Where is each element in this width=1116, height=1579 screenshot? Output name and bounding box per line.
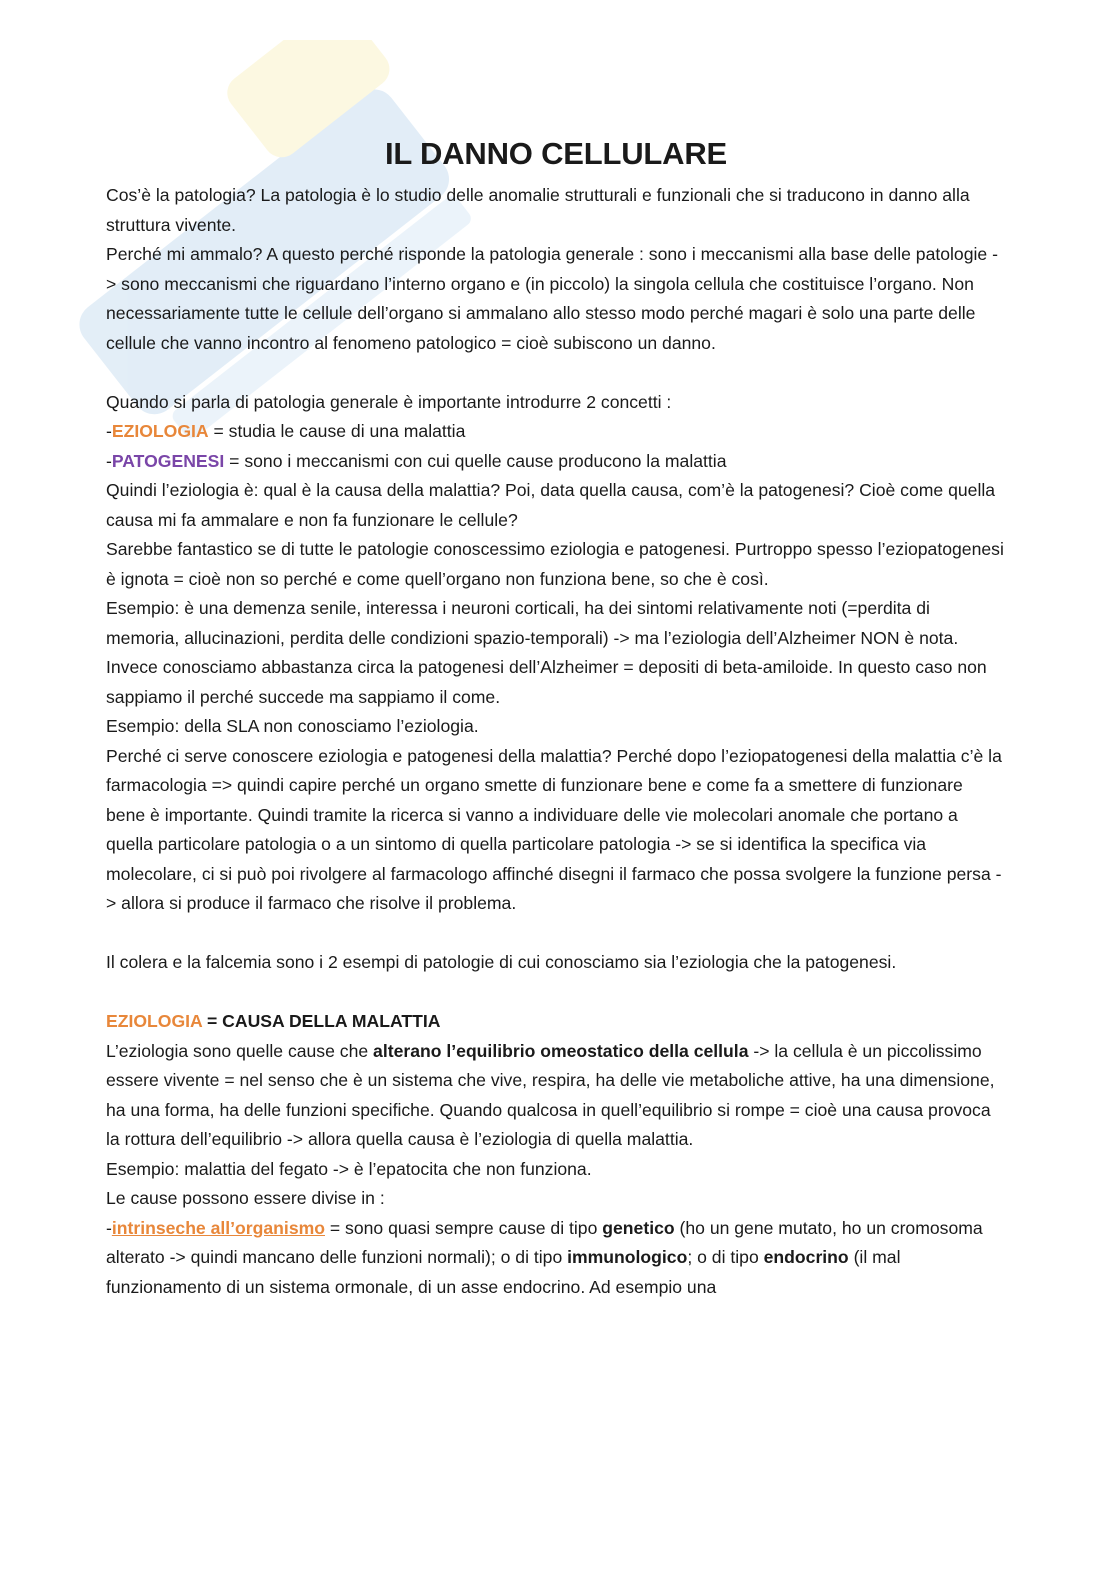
paragraph-questions: Quindi l’eziologia è: qual è la causa della malattia? Poi, data quella causa, com’è la patogenesi? Cioè come quella causa mi fa ammalare e non fa funzionare le cellule? (106, 480, 996, 530)
paragraph-fegato: Esempio: malattia del fegato -> è l’epatocita che non funziona. (106, 1158, 592, 1179)
definition-eziologia: -EZIOLOGIA = studia le cause di una malattia (106, 421, 466, 441)
section-heading: EZIOLOGIA = CAUSA DELLA MALATTIA (106, 1011, 441, 1031)
paragraph-alzheimer: Esempio: è una demenza senile, interessa i neuroni corticali, ha dei sintomi relativamente noti (=perdita di memoria, allucinazioni, perdita delle condizioni spazio-temporali) -> ma l’eziologia dell’Alzheimer NON è nota. Invece conosciamo abbastanza circa la patogenesi dell’Alzheimer = depositi di beta-amiloide. In questo caso non sappiamo il perché succede ma sappiamo il come. (106, 598, 987, 707)
paragraph-colera: Il colera e la falcemia sono i 2 esempi di patologie di cui conosciamo sia l’eziologia che la patogenesi. (106, 952, 897, 972)
document-body (106, 181, 1006, 1302)
definition-patogenesi: -PATOGENESI = sono i meccanismi con cui quelle cause producono la malattia (106, 450, 727, 471)
paragraph-omeostasi: L’eziologia sono quelle cause che alterano l’equilibrio omeostatico della cellula -> la cellula è un piccolissimo essere vivente = nel senso che è un sistema che vive, respira, ha delle vie metaboliche attive, ha una dimensione, ha una forma, ha delle funzioni specifiche. Quando qualcosa in quell’equilibrio si rompe = cioè una causa provoca la rottura dell’equilibrio -> allora quella causa è l’eziologia di quella malattia. (106, 1040, 995, 1149)
page-title: IL DANNO CELLULARE (385, 136, 727, 171)
term-intrinseche: intrinseche all’organismo (111, 1217, 325, 1238)
term-eziologia: EZIOLOGIA (111, 421, 209, 441)
paragraph-why-sick: Perché mi ammalo? A questo perché risponde la patologia generale : sono i meccanismi alla base delle patologie -> sono meccanismi che riguardano l’interno organo e (in piccolo) la singola cellula che costituisce l’organo. Non necessariamente tutte le cellule dell’organo si ammalano allo stesso modo perché magari è solo una parte delle cellule che vanno incontro al fenomeno patologico = cioè subiscono un danno. (106, 244, 998, 353)
paragraph-farmacologia: Perché ci serve conoscere eziologia e patogenesi della malattia? Perché dopo l’eziopatogenesi della malattia c’è la farmacologia => quindi capire perché un organo smette di funzionare bene e come fa a smettere di funzionare bene è importante. Quindi tramite la ricerca si vanno a individuare delle vie molecolari anomale che portano a quella particolare patologia o a un sintomo di quella particolare patologia -> se si identifica la specifica via molecolare, ci si può poi rivolgere al farmacologo affinché disegni il farmaco che possa svolgere la funzione persa -> allora si produce il farmaco che risolve il problema. (106, 745, 1002, 913)
term-patogenesi: PATOGENESI (111, 450, 225, 471)
paragraph-cause: Le cause possono essere divise in : (106, 1188, 385, 1208)
paragraph-intro: Cos’è la patologia? La patologia è lo studio delle anomalie strutturali e funzionali che si traducono in danno alla struttura vivente. (106, 185, 970, 235)
paragraph-concepts: Quando si parla di patologia generale è importante introdurre 2 concetti : (106, 391, 672, 412)
heading-term: EZIOLOGIA (106, 1011, 203, 1031)
paragraph-intrinseche: -intrinseche all’organismo = sono quasi sempre cause di tipo genetico (ho un gene mutato, ho un cromosoma alterato -> quindi mancano delle funzioni normali); o di tipo immunologico; o di tipo endocrino (il mal funzionamento di un sistema ormonale, di un asse endocrino. Ad esempio una (106, 1217, 983, 1297)
paragraph-sla: Esempio: della SLA non conosciamo l’eziologia. (106, 716, 479, 736)
paragraph-eziopatogenesi: Sarebbe fantastico se di tutte le patologie conoscessimo eziologia e patogenesi. Purtroppo spesso l’eziopatogenesi è ignota = cioè non so perché e come quell’organo non funziona bene, so che è così. (106, 539, 1004, 589)
